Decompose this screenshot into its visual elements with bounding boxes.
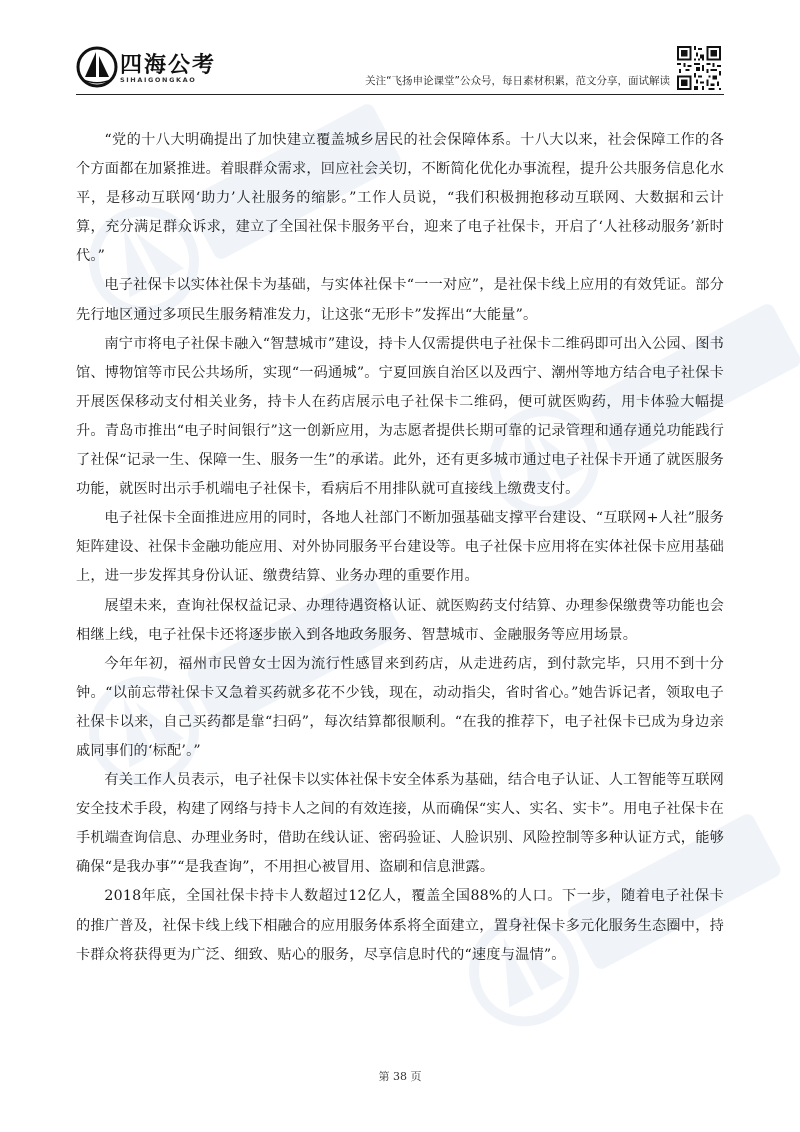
paragraph: 南宁市将电子社保卡融入“智慧城市”建设，持卡人仅需提供电子社保卡二维码即可出入公园、图书馆、博物馆等市民公共场所，实现“一码通城”。宁夏回族自治区以及西宁、潮州等地方结合电子社保卡开展医保移动支付相关业务，持卡人在药店展示电子社保卡二维码，便可就医购药，用卡体验大幅提升。青岛市推出“电子时间银行”这一创新应用，为志愿者提供长期可靠的记录管理和通存通兑功能践行了社保“记录一生、保障一生、服务一生”的承诺。此外，还有更多城市通过电子社保卡开通了就医服务功能，就医时出示手机端电子社保卡，看病后不用排队就可直接线上缴费支付。 <box>76 335 724 498</box>
paragraph: 有关工作人员表示，电子社保卡以实体社保卡安全体系为基础，结合电子认证、人工智能等互联网安全技术手段，构建了网络与持卡人之间的有效连接，从而确保“实人、实名、实卡”。用电子社保卡在手机端查询信息、办理业务时，借助在线认证、密码验证、人脸识别、风险控制等多种认证方式，能够确保“是我办事”“是我查询”，不用担心被冒用、盗刷和信息泄露。 <box>76 772 724 876</box>
paragraph: “党的十八大明确提出了加快建立覆盖城乡居民的社会保障体系。十八大以来，社会保障工作的各个方面都在加紧推进。着眼群众需求，回应社会关切，不断简化优化办事流程，提升公共服务信息化水平，是移动互联网‘助力’人社服务的缩影。”工作人员说，“我们积极拥抱移动互联网、大数据和云计算，充分满足群众诉求，建立了全国社保卡服务平台，迎来了电子社保卡，开启了‘人社移动服务’新时代。” <box>76 132 724 265</box>
brand-name: 四海公考 <box>120 53 217 78</box>
header-slogan: 关注“飞扬申论课堂”公众号，每日素材积累，范文分享，面试解读 <box>365 75 670 87</box>
brand-subtitle: SIHAIGONGKAO <box>120 76 197 84</box>
paragraph: 2018年底，全国社保卡持卡人数超过12亿人，覆盖全国88%的人口。下一步，随着电子社保卡的推广普及，社保卡线上线下相融合的应用服务体系将全面建立，置身社保卡多元化服务生态圈中，持卡群众将获得更为广泛、细致、贴心的服务，尽享信息时代的“速度与温情”。 <box>76 888 724 963</box>
header-divider <box>76 94 724 95</box>
paragraph: 电子社保卡以实体社保卡为基础，与实体社保卡“一一对应”，是社保卡线上应用的有效凭证。部分先行地区通过多项民生服务精准发力，让这张“无形卡”发挥出“大能量”。 <box>76 277 724 323</box>
paragraph: 今年年初，福州市民曾女士因为流行性感冒来到药店，从走进药店，到付款完毕，只用不到十分钟。“以前忘带社保卡又急着买药就多花不少钱，现在，动动指尖，省时省心。”她告诉记者，领取电子社保卡以来，自己买药都是靠“扫码”，每次结算都很顺利。“在我的推荐下，电子社保卡已成为身边亲戚同事们的‘标配’。” <box>76 655 724 759</box>
paragraph: 展望未来，查询社保权益记录、办理待遇资格认证、就医购药支付结算、办理参保缴费等功能也会相继上线，电子社保卡还将逐步嵌入到各地政务服务、智慧城市、金融服务等应用场景。 <box>76 597 724 643</box>
paragraph: 电子社保卡全面推进应用的同时，各地人社部门不断加强基础支撑平台建设、“互联网+人社”服务矩阵建设、社保卡金融功能应用、对外协同服务平台建设等。电子社保卡应用将在实体社保卡应用基础上，进一步发挥其身份认证、缴费结算、业务办理的重要作用。 <box>76 510 724 585</box>
page-header <box>0 0 800 100</box>
page-number: 第 38 页 <box>378 1070 422 1083</box>
article-body <box>76 126 724 970</box>
qr-code-icon <box>677 46 721 90</box>
sailboat-logo-icon <box>76 46 118 88</box>
brand-logo <box>76 46 226 94</box>
